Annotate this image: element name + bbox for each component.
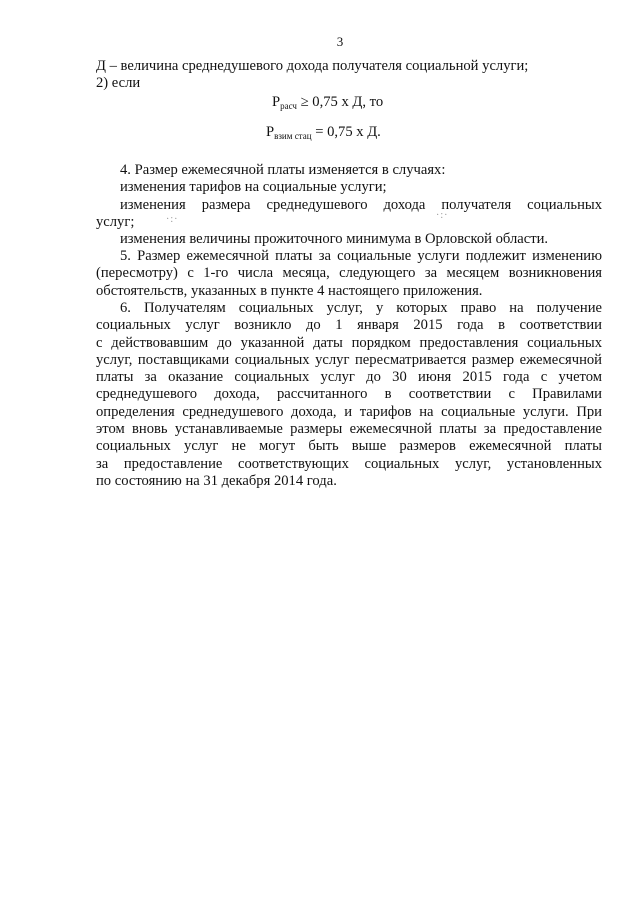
- formula-symbol: P: [272, 94, 281, 110]
- paragraph-line: этом вновь устанавливаемые размеры ежемесячной платы за предоставление: [96, 421, 602, 438]
- paragraph-4: [96, 162, 602, 248]
- paragraph-line: услуг;: [96, 213, 135, 230]
- formula-symbol: P: [266, 124, 275, 140]
- formula-subscript: расч: [280, 101, 297, 111]
- definition-line: Д – величина среднедушевого дохода получателя социальной услуги;: [96, 58, 529, 74]
- paragraph-line: 4. Размер ежемесячной платы изменяется в случаях:: [120, 162, 446, 178]
- condition-line: 2) если: [96, 75, 141, 92]
- paragraph-line: изменения тарифов на социальные услуги;: [120, 179, 387, 196]
- paragraph-line: среднедушевого дохода, рассчитанного в соответствии с Правилами: [96, 386, 602, 403]
- formula-expression: = 0,75 х Д.: [311, 124, 381, 140]
- paragraph-line: 5. Размер ежемесячной платы за социальные услуги подлежит изменению: [120, 248, 602, 264]
- paragraph-6: [96, 300, 602, 490]
- paragraph-line: с действовавшим до указанной даты порядком предоставления социальных: [96, 334, 602, 351]
- paragraph-line: изменения величины прожиточного минимума в Орловской области.: [120, 231, 549, 248]
- paragraph-line: социальных услуг возникло до 1 января 2015 года в соответствии: [96, 317, 602, 334]
- paragraph-line: (пересмотру) с 1-го числа месяца, следующего за месяцем возникновения: [96, 265, 602, 282]
- paragraph-line: по состоянию на 31 декабря 2014 года.: [96, 472, 337, 489]
- scan-speck: ·:·: [436, 210, 449, 221]
- formula-condition: [272, 94, 383, 111]
- paragraph-line: платы за оказание социальных услуг до 30 июня 2015 года с учетом: [96, 369, 602, 386]
- page-number: 3: [336, 34, 344, 49]
- definition-block: [96, 58, 602, 93]
- paragraph-line: социальных услуг не могут быть выше размеров ежемесячной платы: [96, 438, 602, 455]
- paragraph-line: обстоятельств, указанных в пункте 4 настоящего приложения.: [96, 282, 483, 299]
- formula-subscript: взим стац: [274, 131, 312, 141]
- paragraph-line: услуг, поставщиками социальных услуг пересматривается размер ежемесячной: [96, 351, 602, 368]
- paragraph-5: [96, 248, 602, 300]
- paragraph-line: за предоставление соответствующих социальных услуг, установленных: [96, 455, 602, 472]
- formula-result: [266, 124, 381, 141]
- paragraph-line: определения среднедушевого дохода, и тарифов на социальные услуги. При: [96, 403, 602, 420]
- paragraph-line: 6. Получателям социальных услуг, у которых право на получение: [120, 300, 602, 316]
- formula-expression: ≥ 0,75 х Д, то: [296, 94, 384, 110]
- paragraph-line: изменения размера среднедушевого дохода получателя социальных: [120, 196, 602, 213]
- scan-speck: ·:·: [166, 214, 179, 225]
